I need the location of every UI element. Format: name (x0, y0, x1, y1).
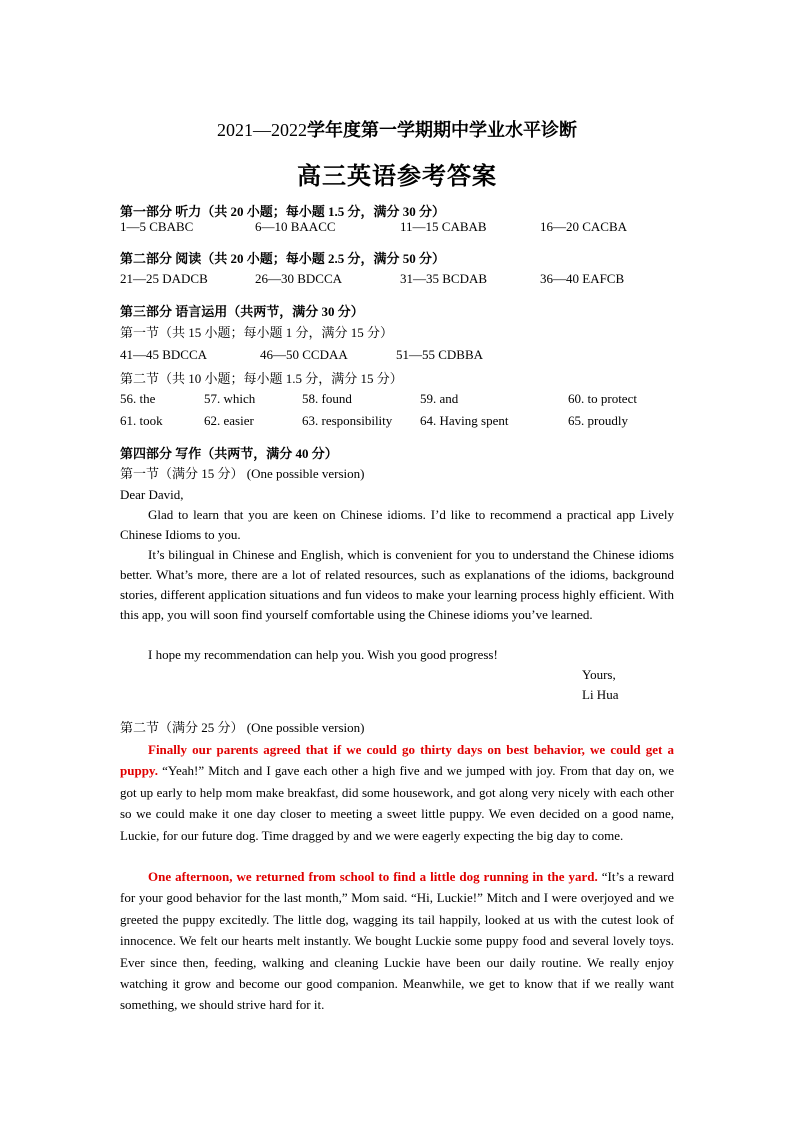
part3-section2-row2 (120, 413, 680, 433)
document-subtitle: 高三英语参考答案 (297, 164, 497, 190)
letter-paragraph: It’s bilingual in Chinese and English, which is convenient for you to understand the Chinese idioms better. What’s more, there are a lot of related resources, such as explanations of the idioms, background stories, different application situations and fun videos to make your learning process highly efficient. With this app, you will soon find yourself comfortable using the Chinese idioms you’ve learned. (120, 547, 674, 622)
part2-answers (120, 271, 680, 291)
answer-item: 57. which (204, 391, 256, 406)
answer-item: 65. proudly (568, 413, 628, 428)
part3-section1-label: 第一节（共 15 小题；每小题 1 分，满分 15 分） (120, 325, 394, 340)
answer-group: 46—50 CCDAA (260, 347, 348, 362)
answer-group: 1—5 CBABC (120, 219, 194, 234)
answer-group: 26—30 BDCCA (255, 271, 343, 286)
answer-group: 11—15 CABAB (400, 219, 487, 234)
answer-group: 21—25 DADCB (120, 271, 208, 286)
part3-section2-row1 (120, 391, 680, 411)
part4-section2-label: 第二节（满分 25 分） (One possible version) (120, 720, 365, 735)
part3-section1-answers (120, 347, 680, 367)
part3-heading: 第三部分 语言运用（共两节，满分 30 分） (120, 304, 364, 319)
part4-heading: 第四部分 写作（共两节，满分 40 分） (120, 446, 338, 461)
story-text: “Yeah!” Mitch and I gave each other a high five and we jumped with joy. From that day on, we got up early to help mom make breakfast, did some housework, and got along very nicely with each other so we could make it one day closer to meeting a sweet little puppy. We even decided on a good name, Luckie, for our future dog. Time dragged by and we were eagerly expecting the big day to come. (120, 763, 675, 843)
answer-item: 60. to protect (568, 391, 637, 406)
answer-group: 6—10 BAACC (255, 219, 336, 234)
story-given-opening: One afternoon, we returned from school to find a little dog running in the yard. (148, 869, 598, 884)
answer-item: 64. Having spent (420, 413, 509, 428)
answer-group: 16—20 CACBA (540, 219, 628, 234)
part3-section2-label: 第二节（共 10 小题；每小题 1.5 分，满分 15 分） (120, 371, 403, 386)
answer-item: 58. found (302, 391, 352, 406)
year-range: 2021—2022 (217, 120, 307, 140)
story-text: “It’s a reward for your good behavior for the last month,” Mom said. “Hi, Luckie!” Mitch and I were overjoyed and we greeted the puppy excitedly. The little dog, wagging its tail happily, looked at us with the cutest look of innocence. We felt our hearts melt instantly. We bought Luckie some puppy food and several lovely toys. Ever since then, feeding, walking and cleaning Luckie have been our daily routine. We really enjoy watching it grow and become our good companion. Meanwhile, we get to know that if we really want something, we should strive hard for it. (120, 869, 674, 1013)
answer-item: 63. responsibility (302, 413, 393, 428)
part4-section1-label: 第一节（满分 15 分） (One possible version) (120, 466, 365, 481)
letter-paragraph: I hope my recommendation can help you. Wish you good progress! (148, 647, 498, 662)
answer-item: 59. and (420, 391, 459, 406)
answer-item: 56. the (120, 391, 156, 406)
answer-group: 31—35 BCDAB (400, 271, 488, 286)
title-text: 学年度第一学期期中学业水平诊断 (307, 120, 577, 140)
letter-closing: Yours, (582, 667, 616, 682)
document-title (0, 116, 794, 142)
story-paragraph (120, 866, 674, 1016)
answer-item: 62. easier (204, 413, 254, 428)
answer-group: 36—40 EAFCB (540, 271, 625, 286)
story-paragraph (120, 739, 674, 846)
story-given-opening: Finally our parents agreed that if we could go thirty days on best behavior, we could get a puppy. (120, 742, 674, 779)
part1-answers (120, 219, 680, 239)
part2-heading: 第二部分 阅读（共 20 小题；每小题 2.5 分，满分 50 分） (120, 251, 446, 266)
part1-heading: 第一部分 听力（共 20 小题；每小题 1.5 分，满分 30 分） (120, 204, 446, 219)
letter-salutation: Dear David, (120, 487, 184, 502)
letter-signature: Li Hua (582, 687, 619, 702)
letter-paragraph: Glad to learn that you are keen on Chinese idioms. I’d like to recommend a practical app Lively Chinese Idioms to you. (120, 507, 674, 542)
answer-group: 41—45 BDCCA (120, 347, 208, 362)
answer-group: 51—55 CDBBA (396, 347, 484, 362)
answer-item: 61. took (120, 413, 163, 428)
